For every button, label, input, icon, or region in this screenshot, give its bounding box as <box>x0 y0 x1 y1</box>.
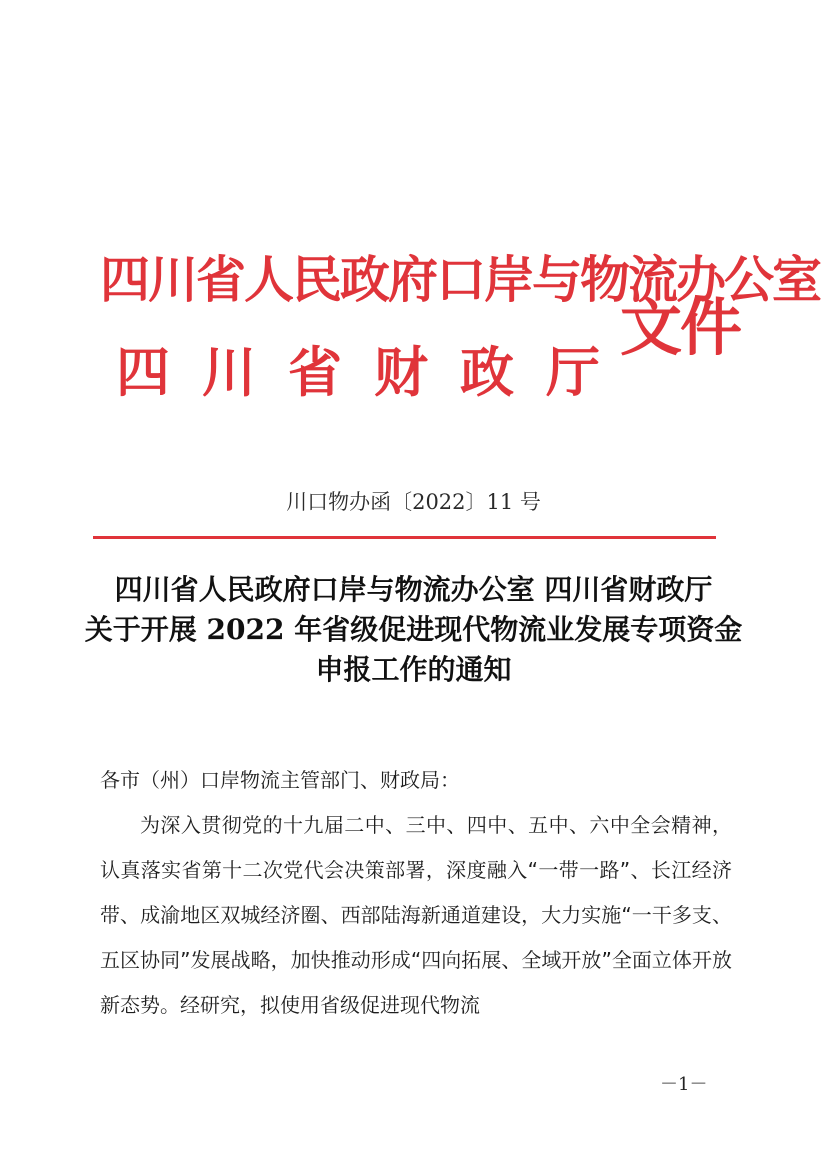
title-line-1: 四川省人民政府口岸与物流办公室 四川省财政厅 <box>114 573 713 606</box>
body-paragraph: 为深入贯彻党的十九届二中、三中、四中、五中、六中全会精神，认真落实省第十二次党代会决策部署，深度融入“一带一路”、长江经济带、成渝地区双城经济圈、西部陆海新通道建设，大力实施“一干多支、五区协同”发展战略，加快推动形成“四向拓展、全域开放”全面立体开放新态势。经研究，拟使用省级促进现代物流 <box>100 813 732 1017</box>
title-line-2: 关于开展 2022 年省级促进现代物流业发展专项资金 <box>84 613 743 646</box>
document-number: 川口物办函〔2022〕11 号 <box>286 490 541 514</box>
masthead-char: 政 <box>460 340 514 404</box>
masthead-suffix: 文件 <box>620 291 741 364</box>
salutation: 各市（州）口岸物流主管部门、财政局： <box>100 768 460 792</box>
document-body <box>100 758 732 1028</box>
masthead <box>100 250 820 425</box>
masthead-char: 财 <box>374 340 428 404</box>
red-divider <box>93 536 716 539</box>
document-title <box>60 570 767 690</box>
title-line-3: 申报工作的通知 <box>315 653 512 686</box>
masthead-char: 厅 <box>546 340 600 404</box>
masthead-char: 省 <box>288 340 342 404</box>
page-number: －1－ <box>660 1074 708 1095</box>
masthead-issuer-1: 四川省人民政府口岸与物流办公室 <box>100 250 820 309</box>
masthead-issuer-2 <box>100 340 616 404</box>
masthead-char: 川 <box>202 340 256 404</box>
masthead-char: 四 <box>116 340 170 404</box>
